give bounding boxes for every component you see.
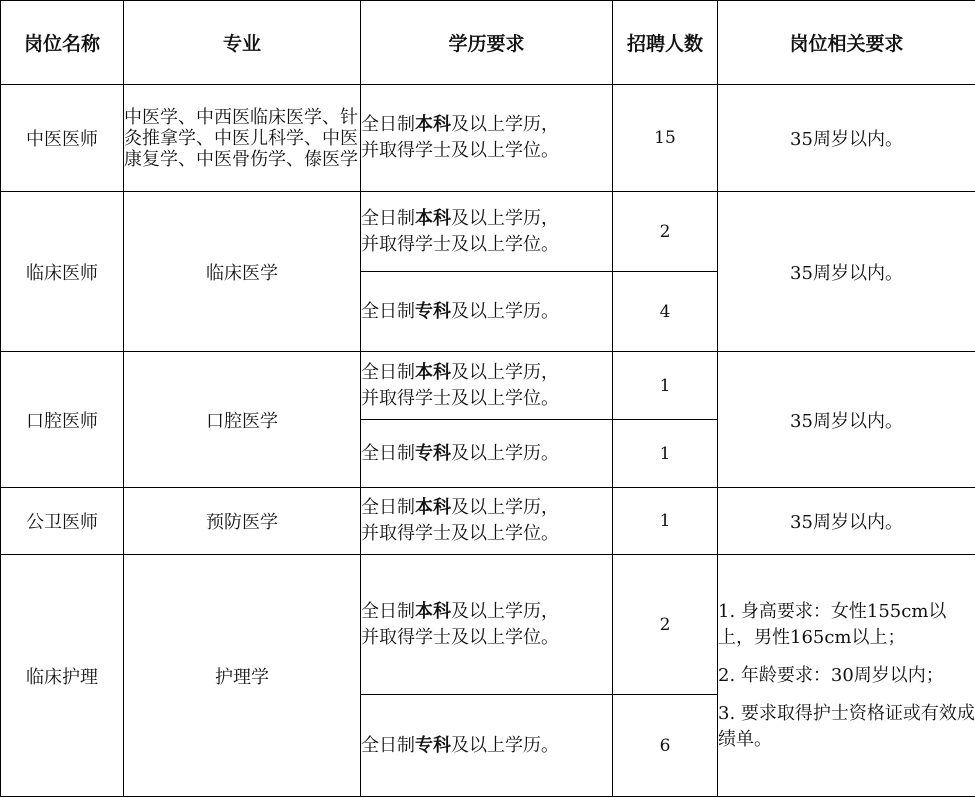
table-row-nursing-bachelor	[1, 555, 975, 695]
position-cell: 临床护理	[1, 555, 124, 797]
requirements-cell: 35周岁以内。	[718, 488, 975, 555]
position-cell: 口腔医师	[1, 352, 124, 488]
table-row-oral-bachelor	[1, 352, 975, 420]
header-row	[1, 1, 975, 85]
header-count: 招聘人数	[613, 1, 718, 85]
education-cell: 全日制专科及以上学历。	[361, 695, 613, 797]
education-cell: 全日制本科及以上学历， 并取得学士及以上学位。	[361, 555, 613, 695]
major-cell: 预防医学	[124, 488, 361, 555]
requirements-cell: 35周岁以内。	[718, 352, 975, 488]
position-cell: 公卫医师	[1, 488, 124, 555]
count-cell: 15	[613, 85, 718, 192]
count-cell: 1	[613, 352, 718, 420]
requirements-cell: 35周岁以内。	[718, 85, 975, 192]
requirement-license: 3. 要求取得护士资格证或有效成绩单。	[718, 702, 975, 750]
header-requirements: 岗位相关要求	[718, 1, 975, 85]
major-cell: 护理学	[124, 555, 361, 797]
requirements-cell: 35周岁以内。	[718, 192, 975, 352]
major-cell: 中医学、中西医临床医学、针灸推拿学、中医儿科学、中医康复学、中医骨伤学、傣医学	[124, 85, 361, 192]
education-cell: 全日制本科及以上学历， 并取得学士及以上学位。	[361, 85, 613, 192]
table-row-tcm	[1, 85, 975, 192]
requirement-age: 2. 年龄要求：30周岁以内；	[718, 664, 944, 686]
header-education: 学历要求	[361, 1, 613, 85]
nursing-requirements-cell	[718, 555, 975, 797]
table-row-clinical-bachelor	[1, 192, 975, 272]
count-cell: 2	[613, 192, 718, 272]
position-cell: 临床医师	[1, 192, 124, 352]
major-cell: 临床医学	[124, 192, 361, 352]
position-cell: 中医医师	[1, 85, 124, 192]
count-cell: 4	[613, 272, 718, 352]
count-cell: 1	[613, 420, 718, 488]
education-cell: 全日制本科及以上学历， 并取得学士及以上学位。	[361, 192, 613, 272]
major-cell: 口腔医学	[124, 352, 361, 488]
education-cell: 全日制本科及以上学历， 并取得学士及以上学位。	[361, 488, 613, 555]
education-cell: 全日制专科及以上学历。	[361, 272, 613, 352]
count-cell: 1	[613, 488, 718, 555]
count-cell: 2	[613, 555, 718, 695]
education-cell: 全日制本科及以上学历， 并取得学士及以上学位。	[361, 352, 613, 420]
header-position: 岗位名称	[1, 1, 124, 85]
requirement-height: 1. 身高要求：女性155cm以上，男性165cm以上；	[718, 600, 947, 648]
header-major: 专业	[124, 1, 361, 85]
table-row-public-health	[1, 488, 975, 555]
count-cell: 6	[613, 695, 718, 797]
education-cell: 全日制专科及以上学历。	[361, 420, 613, 488]
